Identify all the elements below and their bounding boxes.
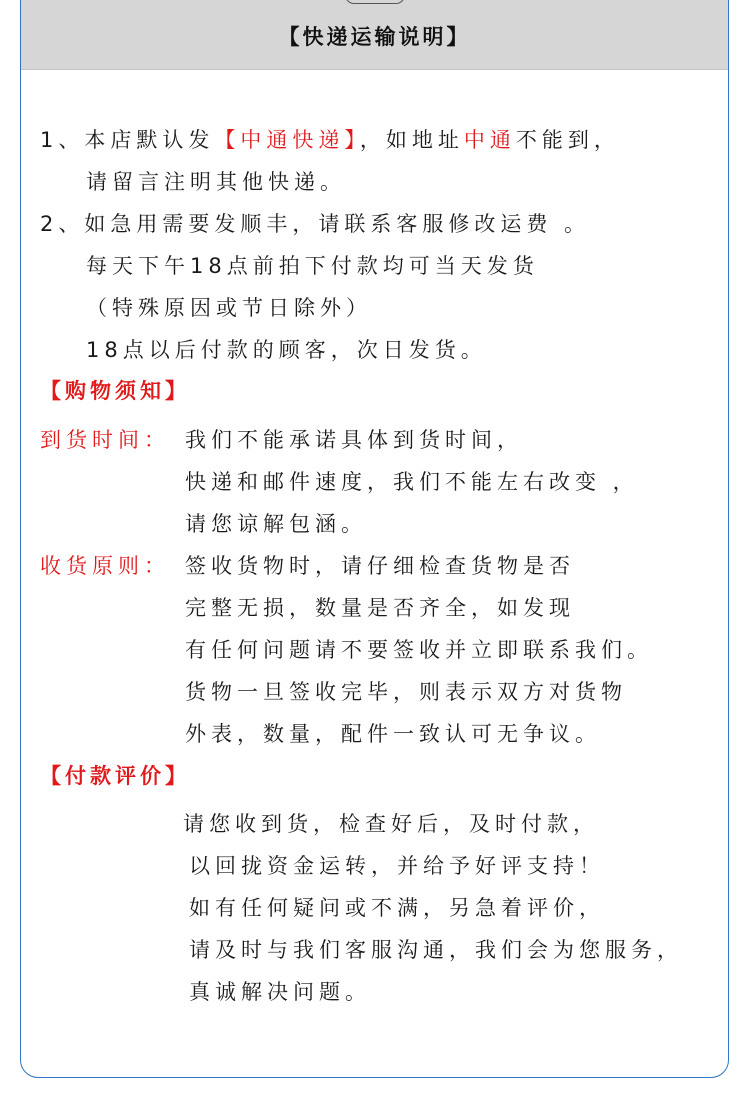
delivery-time-line: 快递和邮件速度，我们不能左右改变 ，: [185, 470, 639, 494]
shipping-line-2: 请留言注明其他快递。: [86, 170, 346, 194]
shipping-line-4: 每天下午18点前拍下付款均可当天发货: [86, 254, 539, 278]
shipping-line-1: [40, 127, 620, 153]
receipt-rule-label: 收货原则：: [40, 554, 170, 578]
shipping-line-6: 18点以后付款的顾客，次日发货。: [86, 338, 487, 362]
receipt-rule-line: 有任何问题请不要签收并立即联系我们。: [185, 638, 653, 662]
page-title: 【快递运输说明】: [278, 25, 471, 49]
payment-line: 请您收到货，检查好后，及时付款，: [183, 812, 599, 836]
delivery-time-line: 我们不能承诺具体到货时间，: [185, 428, 523, 452]
receipt-rule-line: 外表，数量，配件一致认可无争议。: [185, 722, 601, 746]
notice-heading: 【购物须知】: [40, 379, 190, 403]
shipping-line-1-suffix: 不能到，: [515, 128, 620, 152]
shipping-line-1-mid: ，如地址: [359, 128, 464, 152]
receipt-rule-line: 货物一旦签收完毕，则表示双方对货物: [185, 680, 627, 704]
payment-line: 以回拢资金运转，并给予好评支持！: [189, 854, 605, 878]
shipping-line-1-prefix: 1、本店默认发: [40, 128, 215, 152]
receipt-rule-line: 签收货物时，请仔细检查货物是否: [185, 554, 575, 578]
header-bar: [21, 0, 728, 70]
shipping-line-3: 2、如急用需要发顺丰，请联系客服修改运费 。: [40, 212, 591, 236]
payment-line: 真诚解决问题。: [189, 980, 371, 1004]
payment-heading: 【付款评价】: [40, 764, 190, 788]
delivery-time-line: 请您谅解包涵。: [185, 512, 367, 536]
courier-name-highlight: 中通: [463, 128, 516, 152]
delivery-time-label: 到货时间：: [40, 428, 170, 452]
shipping-line-5: （特殊原因或节日除外）: [86, 296, 372, 320]
header-tab-decoration: [345, 0, 405, 4]
payment-line: 如有任何疑问或不满，另急着评价，: [189, 896, 605, 920]
receipt-rule-line: 完整无损，数量是否齐全，如发现: [185, 596, 575, 620]
default-courier-highlight: 【中通快递】: [214, 128, 360, 152]
payment-line: 请及时与我们客服沟通，我们会为您服务，: [189, 938, 683, 962]
